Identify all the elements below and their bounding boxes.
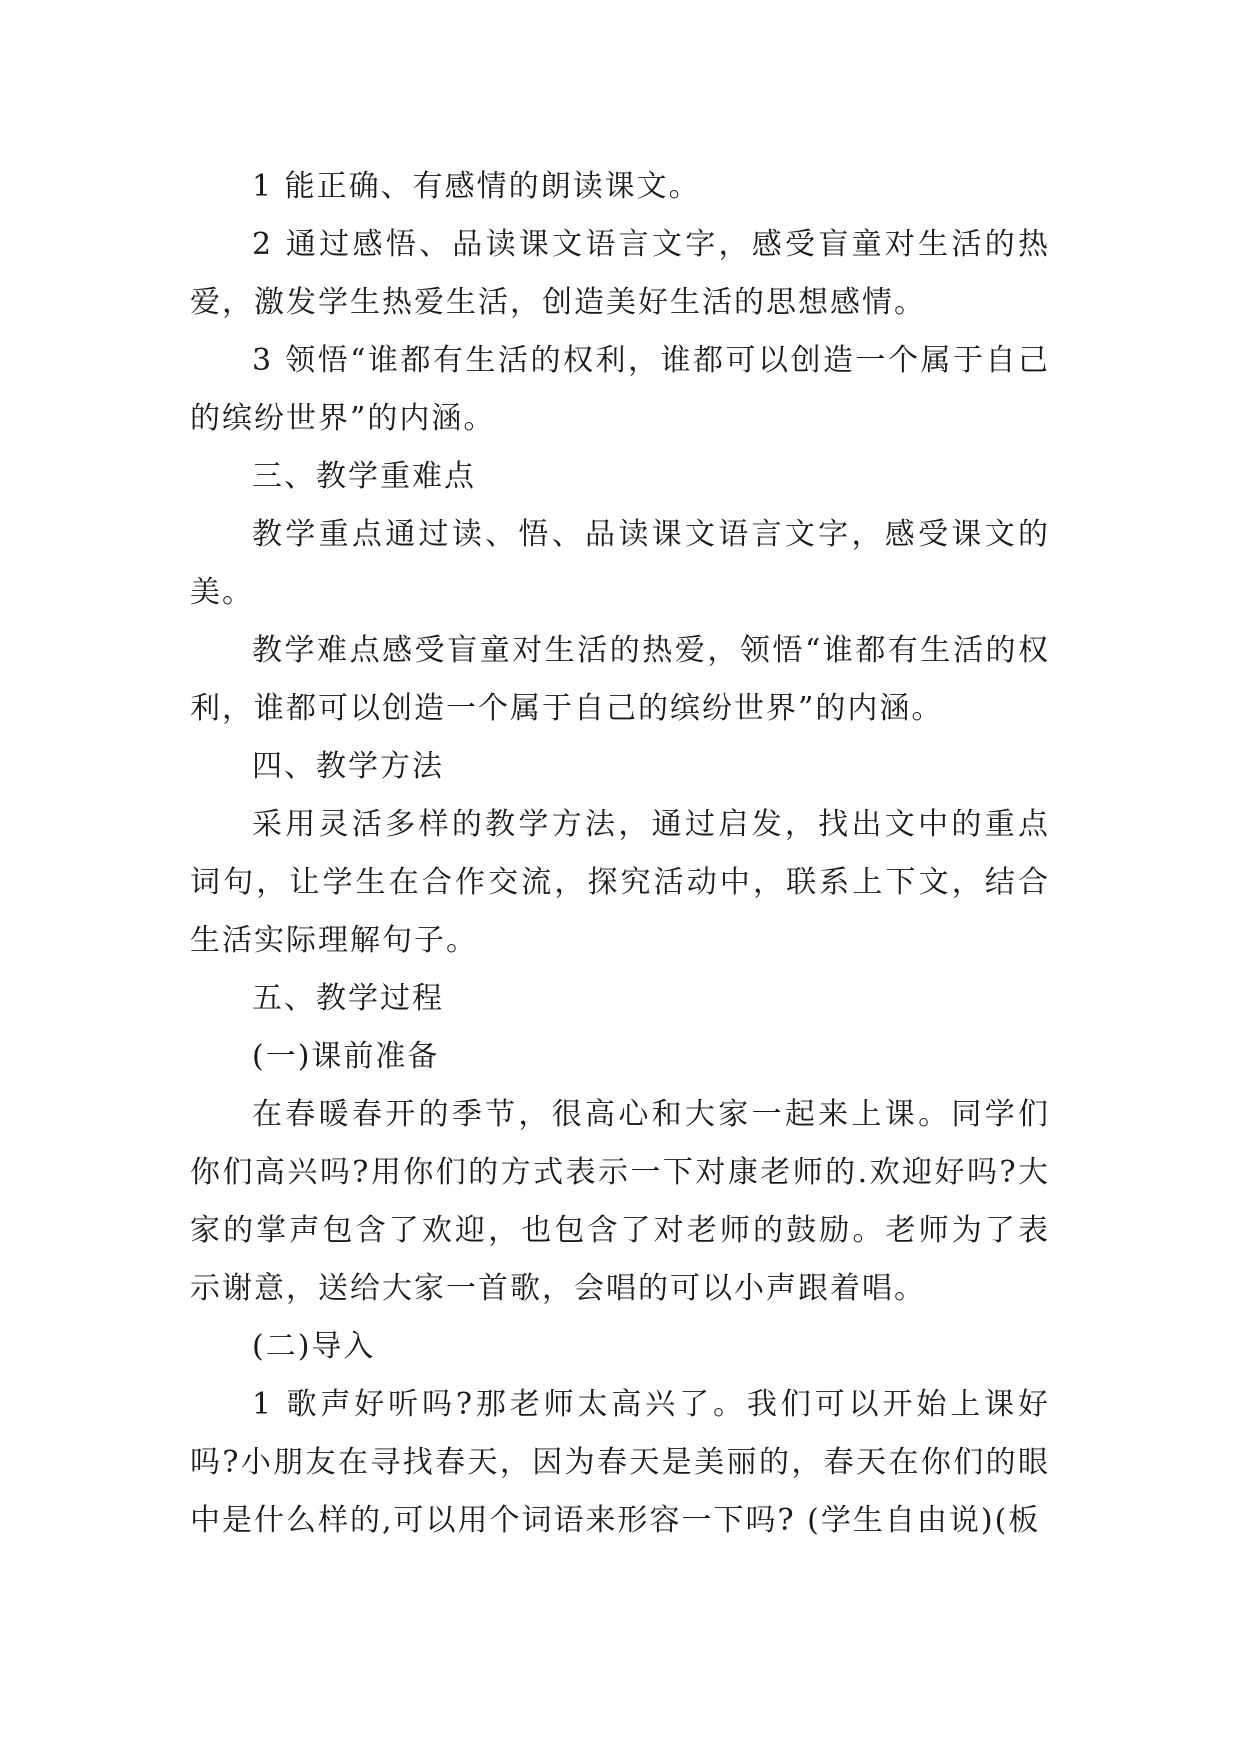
preparation-paragraph: 在春暖春开的季节，很高心和大家一起来上课。同学们你们高兴吗?用你们的方式表示一下对康老师的.欢迎好吗?大家的掌声包含了欢迎，也包含了对老师的鼓励。老师为了表示谢意，送给大家一首歌，会唱的可以小声跟着唱。 — [190, 1097, 1050, 1306]
introduction-paragraph: 1 歌声好听吗?那老师太高兴了。我们可以开始上课好吗?小朋友在寻找春天，因为春天是美丽的，春天在你们的眼中是什么样的,可以用个词语来形容一下吗? (学生自由说)(板 — [190, 1387, 1050, 1538]
teaching-difficulty: 教学难点感受盲童对生活的热爱，领悟“谁都有生活的权利，谁都可以创造一个属于自己的缤纷世界”的内涵。 — [190, 633, 1050, 726]
section-heading-methods: 四、教学方法 — [252, 749, 444, 784]
document-body — [190, 158, 1050, 1550]
section-heading-key-points: 三、教学重难点 — [252, 459, 476, 494]
objective-3: 3 领悟“谁都有生活的权利，谁都可以创造一个属于自己的缤纷世界”的内涵。 — [190, 343, 1050, 436]
section-heading-process: 五、教学过程 — [252, 981, 444, 1016]
subheading-preparation: (一)课前准备 — [252, 1039, 440, 1074]
objective-1: 1 能正确、有感情的朗读课文。 — [252, 169, 701, 204]
teaching-focus: 教学重点通过读、悟、品读课文语言文字，感受课文的美。 — [190, 517, 1050, 610]
methods-paragraph: 采用灵活多样的教学方法，通过启发，找出文中的重点词句，让学生在合作交流，探究活动中，联系上下文，结合生活实际理解句子。 — [190, 807, 1050, 958]
subheading-introduction: (二)导入 — [252, 1329, 376, 1364]
objective-2: 2 通过感悟、品读课文语言文字，感受盲童对生活的热爱，激发学生热爱生活，创造美好生活的思想感情。 — [190, 227, 1050, 320]
